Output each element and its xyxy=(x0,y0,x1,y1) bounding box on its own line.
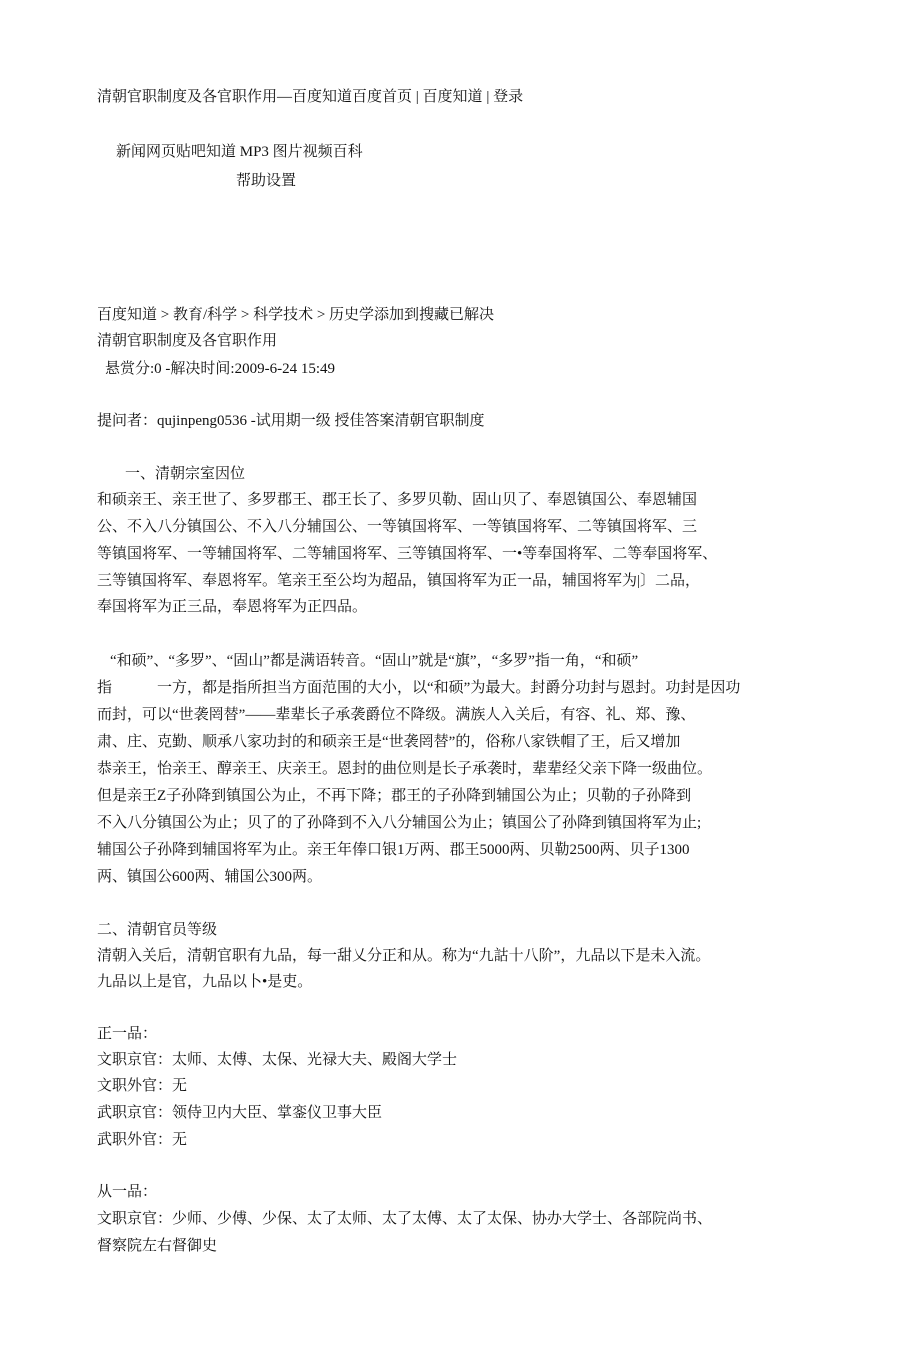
asker-info: 提问者：qujinpeng0536 -试用期一级 授佳答案清朝官职制度 xyxy=(97,413,485,429)
text-line: 而封，可以“世袭罔替”——辈辈长子承袭爵位不降级。满族人入关后，有容、礼、郑、豫、 xyxy=(97,707,696,723)
page-title: 清朝官职制度及各官职作用—百度知道 xyxy=(97,89,353,105)
text-line: 公、不入八分镇国公、不入八分辅国公、一等镇国将军、一等镇国将军、二等镇国将军、三 xyxy=(97,519,698,535)
text-line: 不入八分镇国公为止；贝了的了孙降到不入八分辅国公为止；镇国公了孙降到镇国将军为止; xyxy=(97,815,702,831)
text-line: 三等镇国将军、奉恩将军。笔亲王至公均为超品，镇国将军为正一品，辅国将军为|〕二品， xyxy=(97,573,701,589)
rank-heading: 正一品： xyxy=(97,1026,158,1042)
text-line: 武职外官：无 xyxy=(97,1132,188,1148)
help-settings-link[interactable]: 帮助设置 xyxy=(236,173,297,189)
text-line: 武职京官：领侍卫内大臣、掌銮仪卫事大臣 xyxy=(97,1105,383,1121)
text-line: 指 一方，都是指所担当方面范围的大小，以“和硕”为最大。封爵分功封与恩封。功封是因功 xyxy=(97,680,741,696)
text-line: 奉国将军为正三品，奉恩将军为正四品。 xyxy=(97,599,368,615)
text-line: 文职京官：少师、少傅、少保、太了太师、太了太傅、太了太保、协办大学士、各部院尚书、 xyxy=(97,1211,713,1227)
breadcrumb[interactable]: 百度知道 > 教育/科学 > 科学技术 > 历史学添加到搜藏已解决 xyxy=(97,307,495,323)
text-line: 但是亲王Z子孙降到镇国公为止，不再下降；郡王的子孙降到辅国公为止；贝勒的子孙降到 xyxy=(97,788,692,804)
text-line: 清朝入关后，清朝官职有九品，每一甜乂分正和从。称为“九詁十八阶”，九品以下是未入流。 xyxy=(97,948,711,964)
section-heading: 二、清朝官员等级 xyxy=(97,922,218,938)
question-title: 清朝官职制度及各官职作用 xyxy=(97,333,278,349)
question-meta: 悬赏分:0 -解决时间:2009-6-24 15:49 xyxy=(105,361,335,377)
link-baidu-zhidao[interactable]: 百度知道 xyxy=(422,89,483,105)
rank-heading: 从一品： xyxy=(97,1184,158,1200)
text-line: 和硕亲王、亲王世了、多罗郡王、郡王长了、多罗贝勒、固山贝了、奉恩镇国公、奉恩辅国 xyxy=(97,492,698,508)
link-login[interactable]: 登录 xyxy=(493,89,524,105)
nav-links[interactable]: 新闻网页贴吧知道 MP3 图片视频百科 xyxy=(116,144,363,160)
text-line: 等镇国将军、一等辅国将军、二等辅国将军、三等镇国将军、一•等奉国将军、二等奉国将军、 xyxy=(97,546,718,562)
text-line: “和硕”、“多罗”、“固山”都是满语转音。“固山”就是“旗”，“多罗”指一角，“和硕” xyxy=(110,653,639,669)
text-line: 肃、庄、克勤、顺承八家功封的和硕亲王是“世袭罔替”的，俗称八家铁帽了王，后又增加 xyxy=(97,734,681,750)
text-line: 辅国公子孙降到辅国将军为止。亲王年俸口银1万两、郡王5000两、贝勒2500两、贝子1300 xyxy=(97,842,690,858)
text-line: 文职外官：无 xyxy=(97,1078,188,1094)
text-line: 两、镇国公600两、辅国公300两。 xyxy=(97,869,323,885)
text-line: 文职京官：太师、太傅、太保、光禄大夫、殿阁大学士 xyxy=(97,1052,458,1068)
section-heading: 一、清朝宗室因位 xyxy=(125,466,246,482)
text-line: 九品以上是官，九品以卜•是吏。 xyxy=(97,974,313,990)
text-line: 恭亲王，怡亲王、醇亲王、庆亲王。恩封的曲位则是长子承袭时，辈辈经父亲下降一级曲位。 xyxy=(97,761,713,777)
link-baidu-home[interactable]: 百度首页 xyxy=(352,89,413,105)
page-header: 清朝官职制度及各官职作用—百度知道百度首页 | 百度知道 | 登录 xyxy=(97,89,524,105)
text-line: 督察院左右督御史 xyxy=(97,1238,218,1254)
